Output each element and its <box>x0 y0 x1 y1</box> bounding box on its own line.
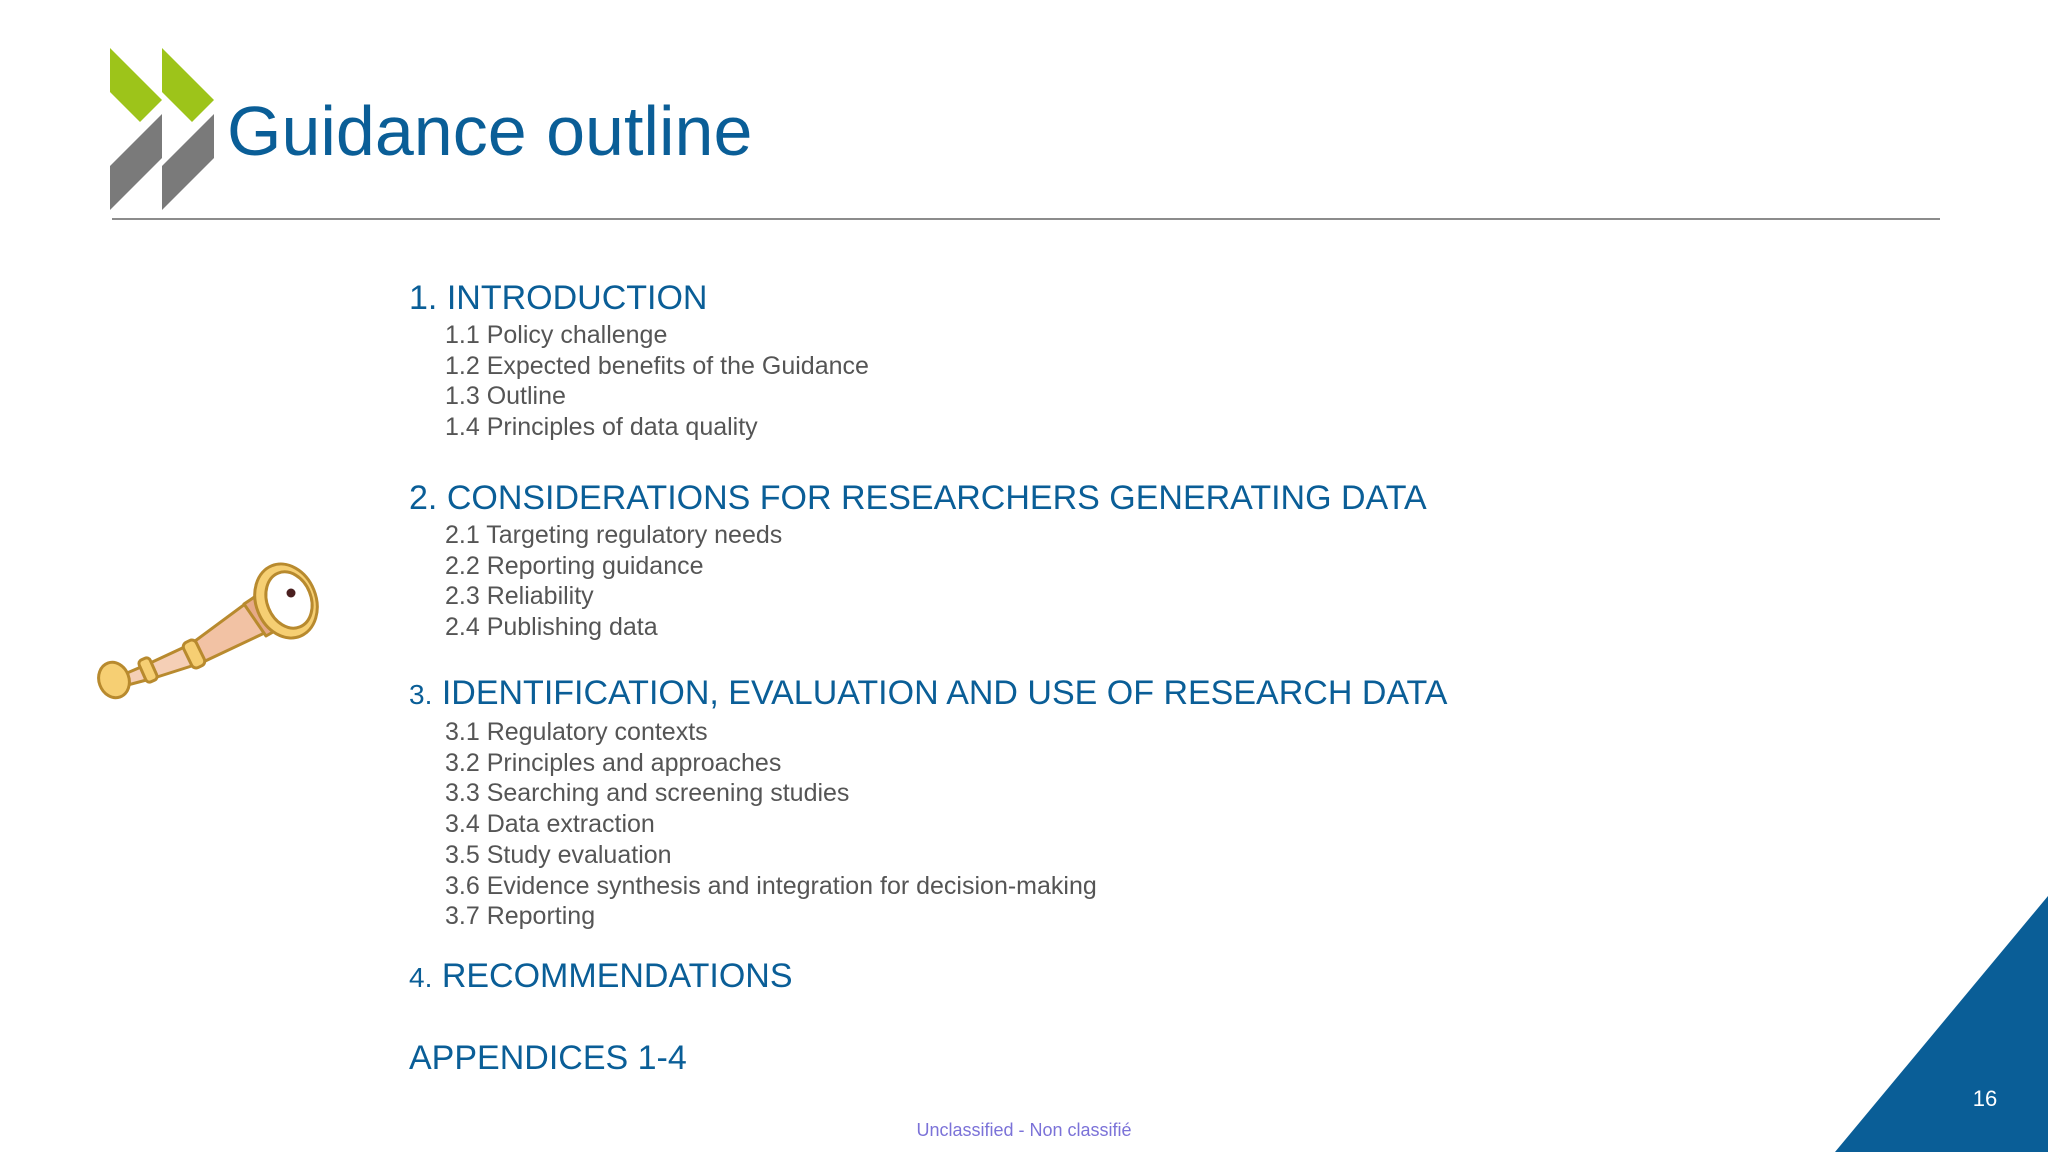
logo-green-chevron-right <box>162 48 214 122</box>
logo-green-chevron-left <box>110 48 162 122</box>
outline-section-recommendations <box>409 954 1809 1036</box>
list-item[interactable]: 2.1 Targeting regulatory needs <box>445 521 783 549</box>
section-items <box>409 717 1809 932</box>
outline-section-considerations <box>409 476 1809 671</box>
chevron-logo-icon <box>110 48 218 210</box>
section-heading[interactable] <box>409 276 1809 320</box>
list-item[interactable]: 2.4 Publishing data <box>445 613 658 642</box>
section-number: 1. <box>409 279 438 317</box>
section-heading[interactable] <box>409 476 1809 520</box>
list-item[interactable]: 3.7 Reporting <box>445 902 596 931</box>
classification-label: Unclassified - Non classifié <box>916 1120 1132 1140</box>
logo-grey-chevron-right <box>162 114 214 210</box>
list-item[interactable]: 2.3 Reliability <box>445 582 594 611</box>
logo-grey-chevron-left <box>110 114 162 210</box>
section-title: CONSIDERATIONS FOR RESEARCHERS GENERATING DATA <box>446 479 1427 517</box>
section-number: 4. <box>409 962 433 993</box>
section-title: APPENDICES 1-4 <box>409 1039 687 1077</box>
list-item[interactable]: 3.6 Evidence synthesis and integration for decision-making <box>445 871 1097 900</box>
list-item[interactable]: 1.2 Expected benefits of the Guidance <box>445 351 869 380</box>
section-title: RECOMMENDATIONS <box>441 957 793 995</box>
section-heading[interactable] <box>409 1036 1809 1080</box>
telescope-icon <box>96 548 328 708</box>
title-divider <box>112 218 1940 220</box>
list-item[interactable]: 3.4 Data extraction <box>445 810 655 839</box>
slide-title: Guidance outline <box>227 92 753 170</box>
list-item[interactable]: 3.5 Study evaluation <box>445 840 672 869</box>
list-item[interactable]: 3.1 Regulatory contexts <box>445 718 708 746</box>
outline-section-appendices <box>409 1036 1809 1080</box>
section-number: 2. <box>409 479 438 517</box>
section-heading[interactable] <box>409 671 1809 717</box>
list-item[interactable]: 2.2 Reporting guidance <box>445 551 704 580</box>
section-items <box>409 520 1809 643</box>
section-items <box>409 320 1809 443</box>
list-item[interactable]: 1.4 Principles of data quality <box>445 413 758 442</box>
section-title: IDENTIFICATION, EVALUATION AND USE OF RESEARCH DATA <box>441 674 1448 712</box>
list-item[interactable]: 1.1 Policy challenge <box>445 321 668 349</box>
section-number: 3. <box>409 679 433 710</box>
list-item[interactable]: 3.2 Principles and approaches <box>445 748 782 777</box>
list-item[interactable]: 1.3 Outline <box>445 382 566 411</box>
corner-triangle-decoration <box>1835 896 2048 1152</box>
outline-section-introduction <box>409 276 1809 476</box>
section-title: INTRODUCTION <box>446 279 708 317</box>
section-heading[interactable] <box>409 954 1809 1000</box>
outline-section-identification <box>409 671 1809 954</box>
list-item[interactable]: 3.3 Searching and screening studies <box>445 779 850 808</box>
guidance-outline <box>409 276 1809 1080</box>
page-number: 16 <box>1972 1086 1998 1111</box>
